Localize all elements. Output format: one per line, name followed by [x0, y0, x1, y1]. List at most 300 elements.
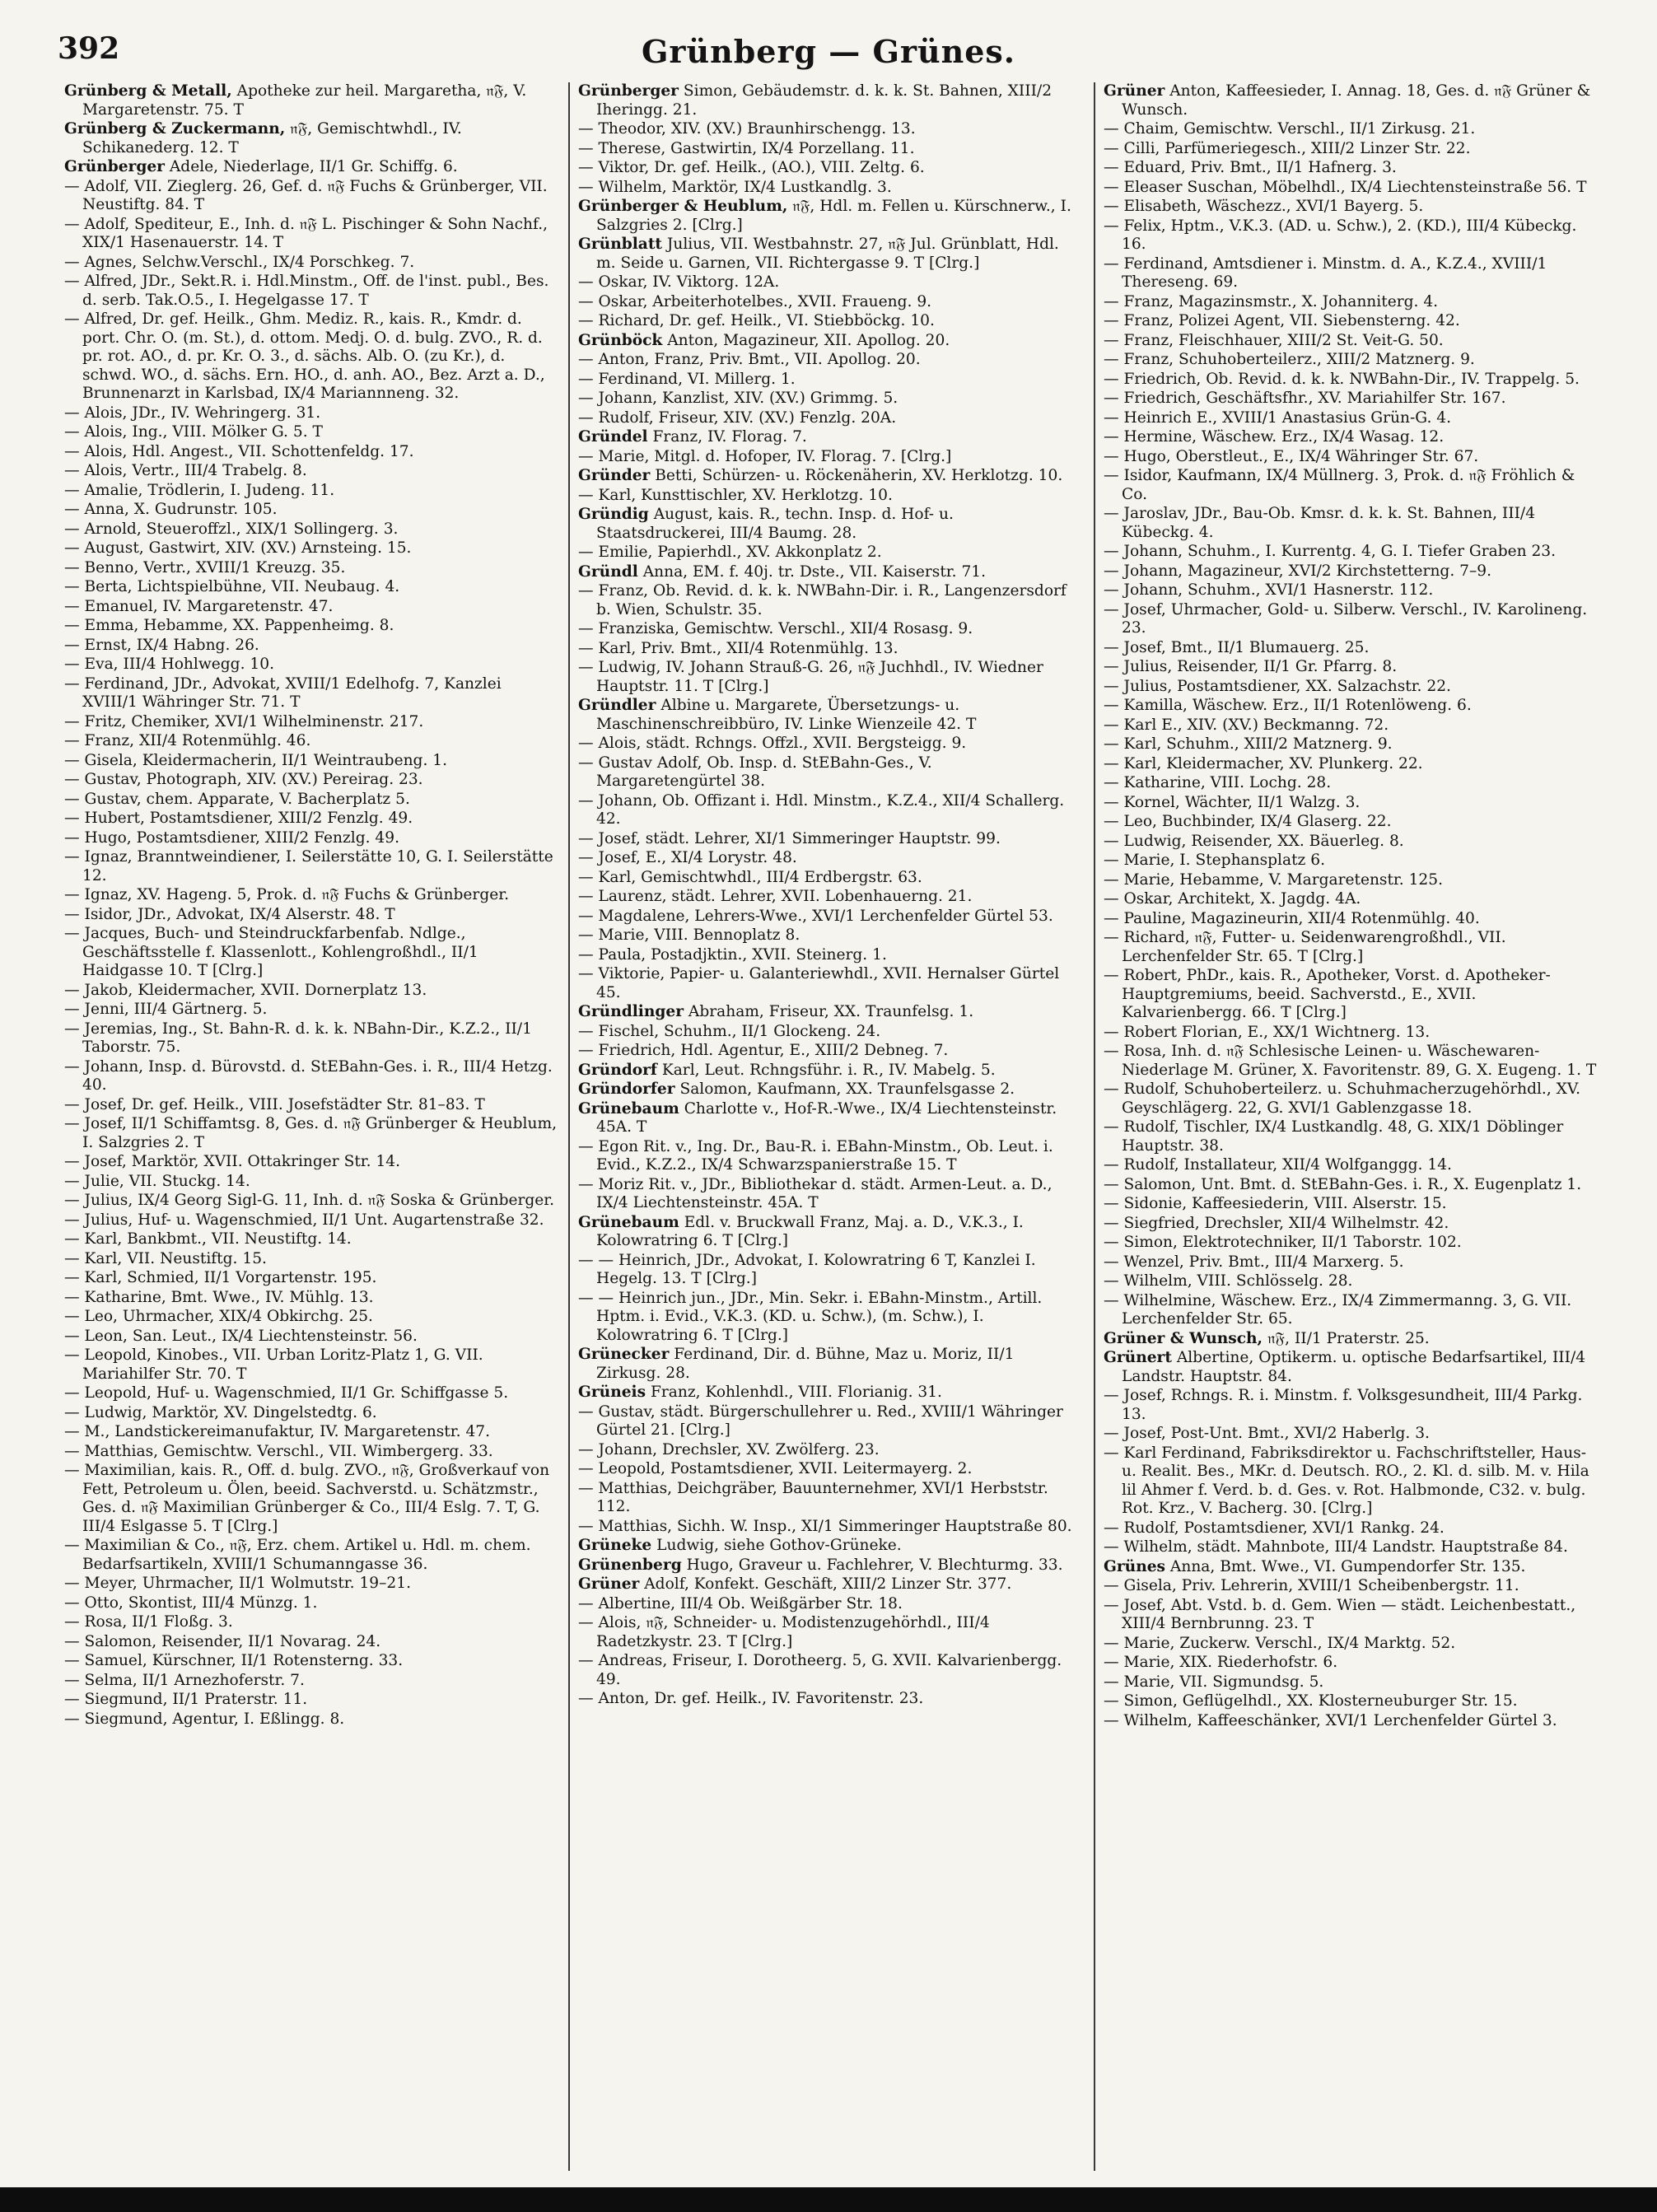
entry-text: Anna, EM. f. 40j. tr. Dste., VII. Kaiserstr. 71. [637, 562, 987, 581]
entry-text: — Franz, Polizei Agent, VII. Siebensterng. 42. [1104, 312, 1460, 329]
entry-text: — Alois, JDr., IV. Wehringerg. 31. [64, 404, 321, 422]
directory-entry [1104, 1692, 1599, 1711]
entry-text: — Marie, VII. Sigmundsg. 5. [1104, 1673, 1324, 1691]
entry-text: August, kais. R., techn. Insp. d. Hof- u. Staatsdruckerei, III/4 Baumg. 28. [596, 506, 954, 542]
entry-text: — Emanuel, IV. Margaretenstr. 47. [64, 597, 334, 615]
entry-text: — Josef, Post-Unt. Bmt., XVI/2 Haberlg. 3. [1104, 1425, 1430, 1442]
entry-surname: Grünebaum [578, 1213, 679, 1231]
directory-entry [64, 539, 558, 558]
directory-entry [64, 637, 558, 656]
entry-text: — Magdalene, Lehrers-Wwe., XVI/1 Lerchenfelder Gürtel 53. [578, 907, 1053, 925]
directory-entry [1104, 332, 1599, 351]
directory-entry [1104, 1176, 1599, 1195]
entry-text: — Ludwig, Marktör, XV. Dingelstedtg. 6. [64, 1403, 377, 1421]
entry-text: — Johann, Magazineur, XVI/2 Kirchstetterng. 7–9. [1104, 562, 1492, 580]
entry-text: — Gisela, Priv. Lehrerin, XVIII/1 Scheibenbergstr. 11. [1104, 1577, 1519, 1594]
entry-text: — Alfred, Dr. gef. Heilk., Ghm. Mediz. R., kais. R., Kmdr. d. port. Chr. O. (m. St.), d. ottom. Medj. O. d. bulg. ZVO., R. d. pr. rot. AO., d. pr. Kr. O. 3., d. sächs. Alb. O. (zu Kr.), d. schwd. WO., d. sächs. Ern. HO., d. anh. AO., Bez. Arzt a. D., Brunnenarzt in Karlsbad, IX/4 Mariannneng. 32. [64, 310, 545, 402]
directory-entry [64, 1652, 558, 1671]
entry-text: — Salomon, Reisender, II/1 Novarag. 24. [64, 1632, 381, 1650]
directory-entry [578, 1652, 1072, 1689]
directory-entry [64, 1289, 558, 1308]
entry-text: — Eleaser Suschan, Möbelhdl., IX/4 Liechtensteinstraße 56. T [1104, 178, 1587, 196]
entry-text: — Viktorie, Papier- u. Galanteriewhdl., XVII. Hernalser Gürtel 45. [578, 965, 1060, 1001]
entry-text: — Therese, Gastwirtin, IX/4 Porzellang. 11. [578, 139, 915, 157]
entry-text: — Josef, Dr. gef. Heilk., VIII. Josefstädter Str. 81–83. T [64, 1095, 485, 1113]
entry-surname: Grüneis [578, 1384, 646, 1401]
entry-text: — Marie, XIX. Riederhofstr. 6. [1104, 1654, 1338, 1671]
directory-entry [578, 1690, 1072, 1709]
directory-entry [1104, 1195, 1599, 1214]
directory-entry [1104, 1043, 1599, 1080]
directory-entry [64, 1346, 558, 1384]
directory-entry [1104, 1156, 1599, 1175]
entry-text: — Ignaz, Branntweindiener, I. Seilerstätte 10, G. I. Seilerstätte 12. [64, 848, 553, 884]
entry-text: — Ludwig, Reisender, XX. Bäuerleg. 8. [1104, 832, 1404, 850]
entry-text: — Eva, III/4 Hohlwegg. 10. [64, 656, 274, 673]
entry-text: — Franz, Ob. Revid. d. k. k. NWBahn-Dir. i. R., Langenzersdorf b. Wien, Schulstr. 35. [578, 582, 1067, 618]
directory-entry [1104, 1080, 1599, 1118]
entry-text: — Karl, Kunsttischler, XV. Herklotzg. 10. [578, 486, 893, 504]
directory-entry [64, 1192, 558, 1211]
entry-text: — Richard, Dr. gef. Heilk., VI. Stiebböckg. 10. [578, 312, 935, 329]
entry-text: — Karl E., XIV. (XV.) Beckmanng. 72. [1104, 716, 1389, 734]
entry-text: — Benno, Vertr., XVIII/1 Kreuzg. 35. [64, 558, 346, 576]
directory-entry [578, 926, 1072, 945]
entry-text: — Siegmund, Agentur, I. Eßlingg. 8. [64, 1710, 345, 1728]
entry-text: — Julius, IX/4 Georg Sigl-G. 11, Inh. d. 𝔫𝔉 Soska & Grünberger. [64, 1192, 555, 1209]
directory-entry [64, 120, 558, 157]
directory-entry [578, 1614, 1072, 1651]
entry-text: — Agnes, Selchw.Verschl., IX/4 Porschkeg. 7. [64, 253, 415, 271]
entry-text: — Karl, Gemischtwhdl., III/4 Erdbergstr. 63. [578, 868, 922, 886]
entry-text: — Franz, XII/4 Rotenmühlg. 46. [64, 732, 311, 749]
column-3 [1104, 82, 1599, 1731]
directory-entry [578, 1518, 1072, 1537]
entry-text: Simon, Gebäudemstr. d. k. k. St. Bahnen, XIII/2 Iheringg. 21. [596, 82, 1053, 119]
directory-entry [578, 293, 1072, 312]
directory-entry [1104, 852, 1599, 870]
directory-entry [1104, 967, 1599, 1023]
directory-entry [64, 1211, 558, 1230]
page-header: Grünberg — Grünes. [641, 33, 1016, 70]
entry-text: — Johann, Ob. Offizant i. Hdl. Minstm., K.Z.4., XII/4 Schallerg. 42. [578, 791, 1065, 828]
directory-entry [1104, 774, 1599, 793]
entry-text: — Gisela, Kleidermacherin, II/1 Weintraubeng. 1. [64, 751, 448, 769]
directory-entry [1104, 179, 1599, 198]
directory-entry [578, 159, 1072, 178]
directory-entry [64, 1058, 558, 1095]
directory-entry [64, 216, 558, 253]
directory-entry [64, 1308, 558, 1327]
entry-text: — Katharine, VIII. Lochg. 28. [1104, 774, 1332, 791]
entry-text: — Rudolf, Friseur, XIV. (XV.) Fenzlg. 20A. [578, 408, 897, 427]
directory-entry [64, 1173, 558, 1192]
directory-entry [64, 1537, 558, 1574]
entry-text: — Oskar, IV. Viktorg. 12A. [578, 273, 780, 291]
directory-entry [1104, 678, 1599, 697]
entry-text: Albine u. Margarete, Übersetzungs- u. Maschinenschreibbüro, IV. Linke Wienzeile 42. T [596, 697, 977, 733]
directory-entry [578, 390, 1072, 408]
entry-text: — Wilhelm, Marktör, IX/4 Lustkandlg. 3. [578, 178, 892, 196]
directory-entry [578, 1595, 1072, 1614]
directory-entry [578, 1441, 1072, 1460]
entry-text: Albertine, Optikerm. u. optische Bedarfsartikel, III/4 Landstr. Hauptstr. 84. [1122, 1349, 1586, 1385]
entry-surname: Grünebaum [578, 1099, 679, 1118]
entry-text: — Josef, Abt. Vstd. b. d. Gem. Wien — städt. Leichenbestatt., XIII/4 Bernbrunng. 23. T [1104, 1596, 1576, 1632]
directory-entry [578, 1537, 1072, 1556]
entry-text: Franz, Kohlenhdl., VIII. Florianig. 31. [646, 1384, 942, 1401]
directory-entry [578, 582, 1072, 619]
directory-entry [1104, 543, 1599, 562]
directory-entry [1104, 1673, 1599, 1692]
directory-entry [1104, 1519, 1599, 1538]
directory-entry [578, 965, 1072, 1002]
directory-entry [578, 1460, 1072, 1479]
directory-entry [578, 179, 1072, 198]
directory-entry [64, 886, 558, 905]
directory-entry [64, 482, 558, 501]
directory-entry [64, 906, 558, 925]
directory-entry [64, 462, 558, 481]
entry-text: — Berta, Lichtspielbühne, VII. Neubaug. 4. [64, 578, 400, 595]
entry-text: — Karl, Bankbmt., VII. Neustiftg. 14. [64, 1230, 352, 1248]
directory-entry [578, 120, 1072, 139]
entry-text: — Anton, Franz, Priv. Bmt., VII. Apollog. 20. [578, 351, 921, 368]
directory-entry [578, 1023, 1072, 1042]
entry-text: — Selma, II/1 Arnezhoferstr. 7. [64, 1671, 305, 1689]
directory-entry [578, 1062, 1072, 1080]
directory-entry [578, 946, 1072, 965]
directory-entry [64, 1691, 558, 1710]
directory-entry [578, 1403, 1072, 1440]
entry-text: Ludwig, siehe Gothov-Grüneke. [651, 1537, 902, 1554]
entry-surname: Grünberg & Zuckermann, [64, 120, 286, 138]
entry-surname: Grünenberg [578, 1556, 682, 1574]
directory-entry [64, 1710, 558, 1729]
entry-text: — Johann, Schuhm., I. Kurrentg. 4, G. I. Tiefer Graben 23. [1104, 543, 1557, 560]
entry-text: — August, Gastwirt, XIV. (XV.) Arnsteing. 15. [64, 539, 412, 557]
entry-text: — Hubert, Postamtsdiener, XIII/2 Fenzlg. 49. [64, 810, 413, 827]
entry-text: — Theodor, XIV. (XV.) Braunhirschengg. 13. [578, 120, 916, 138]
entry-surname: Grüneke [578, 1537, 652, 1554]
directory-entry [1104, 639, 1599, 658]
entry-text: — Josef, Marktör, XVII. Ottakringer Str. 14. [64, 1153, 401, 1170]
entry-text: — Laurenz, städt. Lehrer, XVII. Lobenhauerng. 21. [578, 888, 973, 905]
directory-entry [1104, 601, 1599, 638]
directory-entry [1104, 929, 1599, 966]
directory-entry [578, 273, 1072, 292]
entry-text: — Wenzel, Priv. Bmt., III/4 Marxerg. 5. [1104, 1253, 1404, 1271]
directory-entry [64, 82, 558, 119]
directory-entry [578, 140, 1072, 159]
entry-surname: Grünes [1104, 1557, 1166, 1575]
entry-text: — Rudolf, Postamtsdiener, XVI/1 Rankg. 24. [1104, 1519, 1445, 1537]
directory-entry [64, 404, 558, 423]
entry-text: Adele, Niederlage, II/1 Gr. Schiffg. 6. [164, 158, 458, 175]
entry-text: — Johann, Kanzlist, XIV. (XV.) Grimmg. 5. [578, 390, 899, 407]
entry-text: — Alfred, JDr., Sekt.R. i. Hdl.Minstm., Off. de l'inst. publ., Bes. d. serb. Tak.O.5., I. Hegelgasse 17. T [64, 273, 549, 309]
entry-text: — Wilhelmine, Wäschew. Erz., IX/4 Zimmermanng. 3, G. VII. Lerchenfelder Str. 65. [1104, 1291, 1572, 1328]
directory-entry [1104, 120, 1599, 139]
entry-text: Anna, Bmt. Wwe., VI. Gumpendorfer Str. 135. [1165, 1557, 1526, 1575]
directory-entry [1104, 1444, 1599, 1519]
directory-entry [1104, 1712, 1599, 1731]
directory-entry [1104, 159, 1599, 178]
directory-entry [578, 487, 1072, 506]
directory-entry [578, 371, 1072, 390]
directory-entry [578, 332, 1072, 351]
column-1 [64, 82, 558, 1729]
entry-text: — Simon, Geflügelhdl., XX. Klosterneuburger Str. 15. [1104, 1692, 1518, 1710]
directory-entry [1104, 1215, 1599, 1234]
entry-text: — Karl, Schuhm., XIII/2 Matznerg. 9. [1104, 735, 1393, 753]
entry-surname: Grünert [1104, 1349, 1172, 1366]
entry-text: — Richard, 𝔫𝔉, Futter- u. Seidenwarengroßhdl., VII. Lerchenfelder Str. 65. T [Clrg.] [1104, 929, 1506, 965]
directory-entry [64, 1096, 558, 1115]
directory-entry [578, 640, 1072, 659]
directory-entry [578, 312, 1072, 331]
entry-text: — Josef, Rchngs. R. i. Minstm. f. Volksgesundheit, III/4 Parkg. 13. [1104, 1387, 1583, 1423]
directory-entry [64, 1594, 558, 1613]
directory-entry [64, 310, 558, 404]
directory-entry [64, 1423, 558, 1442]
column-2 [578, 82, 1072, 1710]
directory-entry [578, 1214, 1072, 1251]
directory-entry [64, 273, 558, 310]
directory-entry [578, 563, 1072, 582]
directory-entry [578, 428, 1072, 447]
directory-entry [1104, 1654, 1599, 1673]
entry-text: Betti, Schürzen- u. Röckenäherin, XV. Herklotzg. 10. [650, 467, 1063, 484]
directory-entry [1104, 1253, 1599, 1272]
entry-text: — Anton, Dr. gef. Heilk., IV. Favoritenstr. 23. [578, 1690, 924, 1707]
directory-entry [578, 830, 1072, 849]
entry-text: — Matthias, Gemischtw. Verschl., VII. Wimbergerg. 33. [64, 1442, 493, 1460]
directory-entry [64, 1269, 558, 1288]
directory-entry [64, 1672, 558, 1691]
entry-text: — Franz, Schuhoberteilerz., XIII/2 Matznerg. 9. [1104, 351, 1475, 368]
directory-entry [1104, 1272, 1599, 1291]
entry-text: — Jaroslav, JDr., Bau-Ob. Kmsr. d. k. k. St. Bahnen, III/4 Kübeckg. 4. [1104, 505, 1536, 541]
entry-text: — Josef, II/1 Schiffamtsg. 8, Ges. d. 𝔫𝔉 Grünberger & Heublum, I. Salzgries 2. T [64, 1115, 558, 1151]
entry-text: — Julie, VII. Stuckg. 14. [64, 1172, 250, 1190]
entry-text: — Alois, Vertr., III/4 Trabelg. 8. [64, 462, 307, 479]
directory-entry [64, 732, 558, 751]
directory-entry [578, 1346, 1072, 1383]
entry-text: — Robert, PhDr., kais. R., Apotheker, Vorst. d. Apotheker-Hauptgremiums, beeid. Sachverstd., E., XVII. Kalvarienbergg. 66. T [Clrg.] [1104, 967, 1551, 1021]
directory-entry [1104, 871, 1599, 890]
entry-text: — Marie, I. Stephansplatz 6. [1104, 852, 1326, 869]
entry-text: — — Heinrich jun., JDr., Min. Sekr. i. EBahn-Minstm., Artill. Hptm. i. Evid., V.K.3. (KD. u. Schw.), (m. Schw.), I. Kolowratring 6. T [Clrg.] [578, 1289, 1043, 1344]
entry-text: 𝔫𝔉, Gemischtwhdl., IV. Schikanederg. 12. T [82, 120, 462, 156]
directory-entry [578, 1575, 1072, 1594]
entry-text: — Leopold, Huf- u. Wagenschmied, II/1 Gr. Schiffgasse 5. [64, 1384, 509, 1402]
directory-entry [1104, 217, 1599, 254]
entry-text: — Heinrich E., XVIII/1 Anastasius Grün-G. 4. [1104, 408, 1452, 427]
directory-entry [1104, 409, 1599, 428]
directory-entry [578, 1290, 1072, 1346]
entry-text: Julius, VII. Westbahnstr. 27, 𝔫𝔉 Jul. Grünblatt, Hdl. m. Seide u. Garnen, VII. Richtergasse 9. T [Clrg.] [596, 236, 1059, 272]
entry-text: — Marie, Zuckerw. Verschl., IX/4 Marktg. 52. [1104, 1634, 1456, 1652]
entry-text: — Franziska, Gemischtw. Verschl., XII/4 Rosasg. 9. [578, 620, 973, 637]
directory-entry [578, 198, 1072, 235]
entry-text: — Karl, Priv. Bmt., XII/4 Rotenmühlg. 13. [578, 639, 899, 657]
directory-entry [64, 1575, 558, 1594]
column-divider [1094, 82, 1095, 2171]
entry-text: — Meyer, Uhrmacher, II/1 Wolmutstr. 19–21. [64, 1575, 411, 1592]
entry-text: — Jacques, Buch- und Steindruckfarbenfab. Ndlge., Geschäftsstelle f. Klassenlott., Kohlengroßhdl., II/1 Haidgasse 10. T [Clrg.] [64, 925, 478, 979]
directory-entry [1104, 1635, 1599, 1654]
entry-surname: Grüner [578, 1575, 640, 1593]
entry-text: — Amalie, Trödlerin, I. Judeng. 11. [64, 481, 335, 499]
entry-text: Hugo, Graveur u. Fachlehrer, V. Blechturmg. 33. [681, 1556, 1063, 1574]
entry-text: Anton, Kaffeesieder, I. Annag. 18, Ges. d. 𝔫𝔉 Grüner & Wunsch. [1122, 82, 1591, 119]
directory-entry [64, 925, 558, 981]
directory-entry [64, 158, 558, 177]
directory-entry [64, 1443, 558, 1462]
entry-text: — Emma, Hebamme, XX. Pappenheimg. 8. [64, 617, 394, 634]
directory-entry [1104, 505, 1599, 542]
entry-text: — Marie, Hebamme, V. Margaretenstr. 125. [1104, 870, 1444, 889]
entry-text: — Johann, Schuhm., XVI/1 Hasnerstr. 112. [1104, 581, 1434, 599]
directory-entry [64, 520, 558, 539]
entry-surname: Grüner [1104, 82, 1165, 100]
directory-entry [578, 659, 1072, 696]
entry-surname: Grünberger & Heublum, [578, 198, 788, 215]
entry-text: — Josef, E., XI/4 Lorystr. 48. [578, 849, 797, 866]
directory-entry [1104, 312, 1599, 331]
entry-text: — Viktor, Dr. gef. Heilk., (AO.), VIII. Zeltg. 6. [578, 159, 925, 176]
entry-text: — Cilli, Parfümeriegesch., XIII/2 Linzer Str. 22. [1104, 139, 1471, 157]
directory-entry [578, 620, 1072, 639]
directory-entry [578, 908, 1072, 926]
directory-entry [64, 675, 558, 712]
entry-text: — Josef, Bmt., II/1 Blumauerg. 25. [1104, 638, 1370, 656]
entry-text: — Ferdinand, JDr., Advokat, XVIII/1 Edelhofg. 7, Kanzlei XVIII/1 Währinger Str. 71. T [64, 674, 502, 711]
directory-entry [1104, 735, 1599, 754]
directory-entry [1104, 697, 1599, 716]
entry-text: — Karl, Kleidermacher, XV. Plunkerg. 22. [1104, 754, 1423, 772]
directory-entry [64, 1020, 558, 1057]
column-divider [568, 82, 570, 2171]
directory-entry [64, 771, 558, 790]
directory-entry [64, 559, 558, 578]
entry-text: — Friedrich, Hdl. Agentur, E., XIII/2 Debneg. 7. [578, 1042, 949, 1059]
entry-text: — Leo, Buchbinder, IX/4 Glaserg. 22. [1104, 813, 1392, 830]
entry-text: — Marie, Mitgl. d. Hofoper, IV. Florag. 7. [Clrg.] [578, 447, 952, 465]
entry-text: — Jeremias, Ing., St. Bahn-R. d. k. k. NBahn-Dir., K.Z.2., II/1 Taborstr. 75. [64, 1020, 532, 1056]
entry-text: — Leo, Uhrmacher, XIX/4 Obkirchg. 25. [64, 1308, 373, 1325]
entry-text: — Julius, Postamtsdiener, XX. Salzachstr. 22. [1104, 677, 1451, 695]
entry-surname: Gründer [578, 467, 651, 484]
entry-text: — Rudolf, Schuhoberteilerz. u. Schuhmacherzugehörhdl., XV. Geyschlägerg. 22, G. XVI/1 Gablenzgasse 18. [1104, 1080, 1580, 1117]
directory-entry [1104, 448, 1599, 467]
directory-entry [1104, 1558, 1599, 1577]
entry-text: — Rudolf, Tischler, IX/4 Lustkandlg. 48, G. XIX/1 Döblinger Hauptstr. 38. [1104, 1118, 1564, 1155]
entry-text: — Johann, Insp. d. Bürovstd. d. StEBahn-Ges. i. R., III/4 Hetzg. 40. [64, 1057, 553, 1094]
entry-text: — Isidor, JDr., Advokat, IX/4 Alserstr. 48. T [64, 905, 395, 923]
directory-entry [1104, 1292, 1599, 1329]
directory-entry [1104, 794, 1599, 813]
directory-entry [578, 754, 1072, 791]
entry-text: — Gustav Adolf, Ob. Insp. d. StEBahn-Ges., V. Margaretengürtel 38. [578, 754, 932, 790]
directory-entry [1104, 581, 1599, 600]
scan-border [0, 2187, 1657, 2212]
entry-surname: Grünberg & Metall, [64, 82, 232, 100]
directory-entry [64, 1384, 558, 1403]
entry-surname: Grünberger [578, 82, 679, 100]
entry-text: — Fischel, Schuhm., II/1 Glockeng. 24. [578, 1022, 881, 1040]
directory-entry [64, 423, 558, 442]
entry-text: — Arnold, Steueroffzl., XIX/1 Sollingerg. 3. [64, 520, 399, 538]
directory-entry [64, 1153, 558, 1172]
directory-entry [578, 1003, 1072, 1022]
directory-entry [64, 1250, 558, 1269]
entry-text: — Ludwig, IV. Johann Strauß-G. 26, 𝔫𝔉 Juchhdl., IV. Wiedner Hauptstr. 11. T [Clrg.] [578, 659, 1043, 695]
entry-text: — Adolf, VII. Zieglerg. 26, Gef. d. 𝔫𝔉 Fuchs & Grünberger, VII. Neustiftg. 84. T [64, 177, 548, 213]
directory-entry [1104, 1234, 1599, 1253]
directory-entry [578, 1384, 1072, 1402]
entry-text: — Wilhelm, VIII. Schlösselg. 28. [1104, 1272, 1353, 1290]
directory-entry [1104, 1118, 1599, 1155]
directory-entry [578, 236, 1072, 273]
directory-entry [578, 1100, 1072, 1137]
entry-text: Apotheke zur heil. Margaretha, 𝔫𝔉, V. Margaretenstr. 75. T [82, 82, 527, 119]
entry-surname: Grünberger [64, 158, 165, 175]
entry-surname: Gründig [578, 506, 649, 523]
entry-surname: Grüner & Wunsch, [1104, 1329, 1263, 1347]
entry-text: — Siegfried, Drechsler, XII/4 Wilhelmstr. 42. [1104, 1214, 1449, 1232]
directory-entry [1104, 813, 1599, 832]
directory-entry [64, 982, 558, 1001]
entry-text: — Samuel, Kürschner, II/1 Rotensterng. 33. [64, 1652, 404, 1669]
entry-text: Charlotte v., Hof-R.-Wwe., IX/4 Liechtensteinstr. 45A. T [596, 1099, 1057, 1136]
entry-text: — Egon Rit. v., Ing. Dr., Bau-R. i. EBahn-Minstm., Ob. Leut. i. Evid., K.Z.2., IX/4 Schwarzspanierstraße 15. T [578, 1137, 1053, 1174]
entry-text: — M., Landstickereimanufaktur, IV. Margaretenstr. 47. [64, 1423, 491, 1440]
directory-entry [1104, 890, 1599, 909]
directory-entry [578, 448, 1072, 467]
entry-text: Salomon, Kaufmann, XX. Traunfelsgasse 2. [674, 1080, 1015, 1098]
entry-text: — Simon, Elektrotechniker, II/1 Taborstr. 102. [1104, 1234, 1462, 1251]
entry-text: — Fritz, Chemiker, XVI/1 Wilhelminenstr. 217. [64, 712, 424, 730]
entry-text: — Leon, San. Leut., IX/4 Liechtensteinstr. 56. [64, 1327, 418, 1345]
directory-entry [1104, 910, 1599, 929]
entry-text: — Friedrich, Geschäftsfhr., XV. Mariahilfer Str. 167. [1104, 390, 1506, 407]
directory-entry [64, 1001, 558, 1020]
directory-entry [1104, 1425, 1599, 1444]
entry-text: — Sidonie, Kaffeesiederin, VIII. Alserstr. 15. [1104, 1195, 1447, 1212]
entry-text: Anton, Magazineur, XII. Apollog. 20. [662, 331, 950, 349]
entry-text: — Karl, VII. Neustiftg. 15. [64, 1249, 267, 1267]
directory-entry [1104, 1597, 1599, 1634]
entry-text: Franz, IV. Florag. 7. [647, 428, 807, 446]
directory-entry [1104, 351, 1599, 370]
directory-entry [64, 810, 558, 828]
entry-text: — Rosa, Inh. d. 𝔫𝔉 Schlesische Leinen- u. Wäschewaren-Niederlage M. Grüner, X. Favoritenstr. 89, G. X. Eugeng. 1. T [1104, 1043, 1597, 1079]
directory-entry [64, 617, 558, 636]
entry-text: — Maximilian, kais. R., Off. d. bulg. ZVO., 𝔫𝔉, Großverkauf von Fett, Petroleum u. Ölen, beeid. Sachverstd. u. Schätzmstr., Ges. d. 𝔫𝔉 Maximilian Grünberger & Co., III/4 Eslg. 7. T, G. III/4 Eslgasse 5. T [Clrg.] [64, 1462, 550, 1535]
directory-entry [64, 254, 558, 273]
entry-text: — Paula, Postadjktin., XVII. Steinerg. 1. [578, 945, 887, 964]
entry-text: — Karl, Schmied, II/1 Vorgartenstr. 195. [64, 1269, 377, 1286]
entry-text: — Isidor, Kaufmann, IX/4 Müllnerg. 3, Prok. d. 𝔫𝔉 Fröhlich & Co. [1104, 467, 1575, 503]
entry-text: — Johann, Drechsler, XV. Zwölferg. 23. [578, 1440, 880, 1458]
directory-entry [64, 1230, 558, 1249]
directory-entry [1104, 833, 1599, 852]
entry-text: — Kornel, Wächter, II/1 Walzg. 3. [1104, 793, 1361, 811]
entry-text: — Alois, städt. Rchngs. Offzl., XVII. Bergsteigg. 9. [578, 735, 967, 752]
directory-entry [1104, 716, 1599, 735]
